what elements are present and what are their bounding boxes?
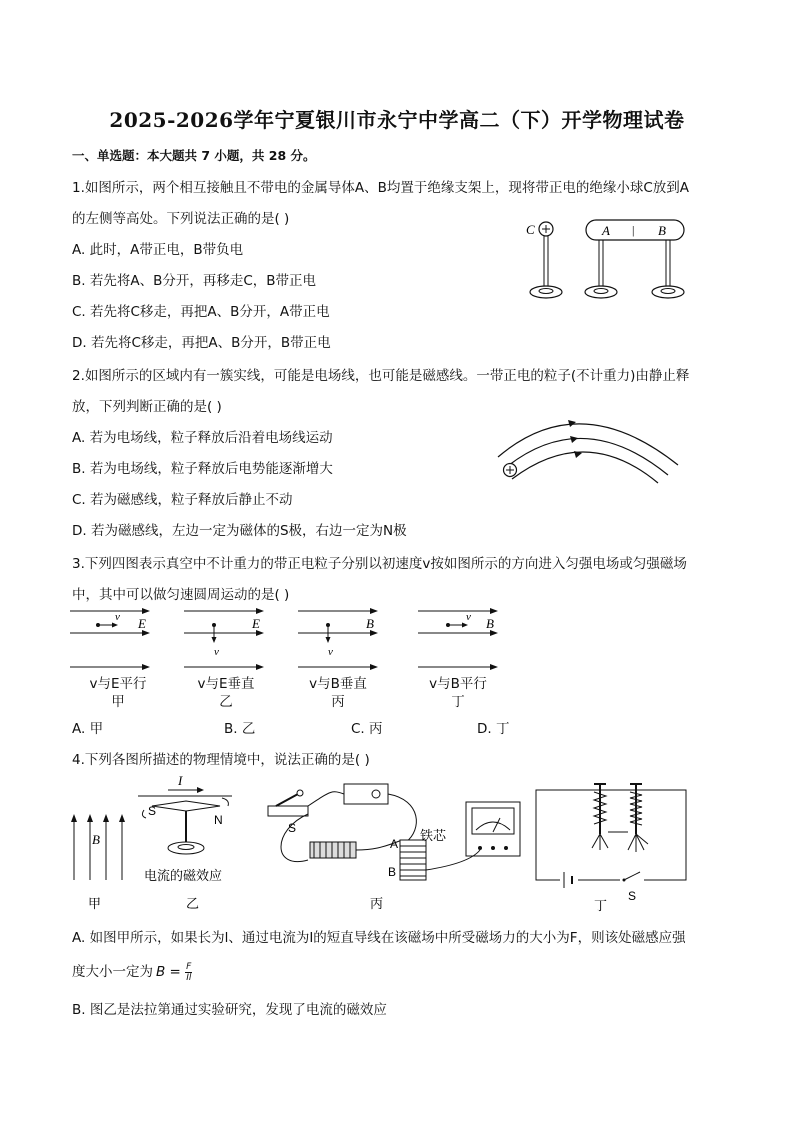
q4-yi-s: S	[148, 804, 157, 818]
q2-option-d: D. 若为磁感线，左边一定为磁体的S极，右边一定为N极	[72, 523, 407, 539]
q3-jia-v: v	[115, 611, 120, 623]
q3-yi-field: E	[252, 616, 260, 631]
q4-bing-core: 铁芯	[420, 829, 447, 844]
q4-jia-b: B	[92, 832, 100, 847]
q1-fig-label-c: C	[526, 222, 535, 237]
q3-jia-field: E	[138, 616, 146, 631]
q4-formula-den: Il	[186, 972, 192, 983]
q1-fig-label-a: A	[602, 223, 610, 238]
q3-panel-jia	[68, 605, 158, 675]
q3-ding-desc: v与B平行	[429, 676, 487, 692]
q4-bing-name: 丙	[370, 897, 384, 912]
q3-panel-bing	[296, 605, 386, 675]
q2-stem-line2: 放，下列判断正确的是( )	[72, 399, 222, 415]
section-heading: 一、单选题：本大题共 7 小题，共 28 分。	[72, 148, 316, 163]
q3-ding-field: B	[486, 616, 494, 631]
q4-ding-s: S	[628, 889, 637, 903]
q3-option-d: D. 丁	[477, 721, 510, 737]
q1-figure	[520, 212, 700, 304]
q1-fig-label-b: B	[658, 223, 666, 238]
q4-yi-name: 乙	[186, 897, 200, 912]
q4-fig-bing	[268, 784, 520, 912]
q2-option-b: B. 若为电场线，粒子释放后电势能逐渐增大	[72, 461, 333, 477]
q3-yi-v: v	[214, 646, 219, 658]
q3-option-c: C. 丙	[351, 721, 383, 737]
q4-fig-yi	[138, 773, 232, 912]
q1-option-c: C. 若先将C移走，再把A、B分开，A带正电	[72, 304, 330, 320]
q4-option-a-text: 度大小一定为	[72, 964, 153, 980]
q4-ding-name: 丁	[594, 899, 608, 914]
q3-jia-name: 甲	[111, 694, 125, 710]
q4-stem: 4.下列各图所描述的物理情境中，说法正确的是( )	[72, 752, 370, 768]
q3-yi-desc: v与E垂直	[197, 676, 255, 692]
q3-ding-name: 丁	[451, 694, 465, 710]
q3-jia-desc: v与E平行	[89, 676, 147, 692]
q1-fig-divider: |	[632, 223, 635, 237]
q3-bing-field: B	[366, 616, 374, 631]
q1-option-b: B. 若先将A、B分开，再移走C，B带正电	[72, 273, 317, 289]
q3-stem-line1: 3.下列四图表示真空中不计重力的带正电粒子分别以初速度v按如图所示的方向进入匀强电场或匀强磁场	[72, 556, 687, 572]
q4-formula-fraction	[185, 962, 192, 983]
q3-option-a: A. 甲	[72, 721, 104, 737]
q1-stem-line2: 的左侧等高处。下列说法正确的是( )	[72, 211, 290, 227]
q2-option-a: A. 若为电场线，粒子释放后沿着电场线运动	[72, 430, 333, 446]
q4-yi-i: I	[178, 773, 183, 788]
q3-bing-name: 丙	[331, 694, 345, 710]
q3-option-b: B. 乙	[224, 721, 256, 737]
q4-figure	[62, 770, 722, 915]
q3-bing-desc: v与B垂直	[309, 676, 367, 692]
q3-stem-line2: 中，其中可以做匀速圆周运动的是( )	[72, 587, 290, 603]
q4-bing-a: A	[390, 837, 399, 851]
q3-ding-v: v	[466, 611, 471, 623]
q4-jia-name: 甲	[88, 897, 102, 912]
q4-yi-caption: 电流的磁效应	[144, 869, 223, 884]
q4-fig-jia	[71, 814, 125, 912]
q2-stem-line1: 2.如图所示的区域内有一簇实线，可能是电场线，也可能是磁感线。一带正电的粒子(不计重力)由静止释	[72, 368, 690, 384]
q3-bing-v: v	[328, 646, 333, 658]
q4-option-a-line2	[72, 960, 192, 983]
q4-bing-b: B	[388, 865, 397, 879]
q2-figure	[490, 405, 690, 485]
q1-stem-line1: 1.如图所示，两个相互接触且不带电的金属导体A、B均置于绝缘支架上，现将带正电的绝缘小球C放到A	[72, 180, 690, 196]
q2-option-c: C. 若为磁感线，粒子释放后静止不动	[72, 492, 293, 508]
q4-formula-num: F	[186, 961, 192, 972]
q3-panel-ding	[416, 605, 506, 675]
q4-option-b: B. 图乙是法拉第通过实验研究，发现了电流的磁效应	[72, 1002, 387, 1018]
exam-title: 2025-2026学年宁夏银川市永宁中学高二（下）开学物理试卷	[109, 108, 685, 132]
q1-option-d: D. 若先将C移走，再把A、B分开，B带正电	[72, 335, 331, 351]
q1-option-a: A. 此时，A带正电，B带负电	[72, 242, 244, 258]
q3-yi-name: 乙	[219, 694, 233, 710]
q4-yi-n: N	[214, 813, 223, 827]
q4-fig-ding	[536, 784, 686, 914]
q4-option-a-line1: A. 如图甲所示，如果长为l、通过电流为I的短直导线在该磁场中所受磁场力的大小为F，则该处磁感应强	[72, 930, 686, 946]
q3-panel-yi	[182, 605, 272, 675]
q4-bing-s: S	[288, 821, 297, 835]
q4-formula-lhs: B =	[156, 964, 181, 980]
